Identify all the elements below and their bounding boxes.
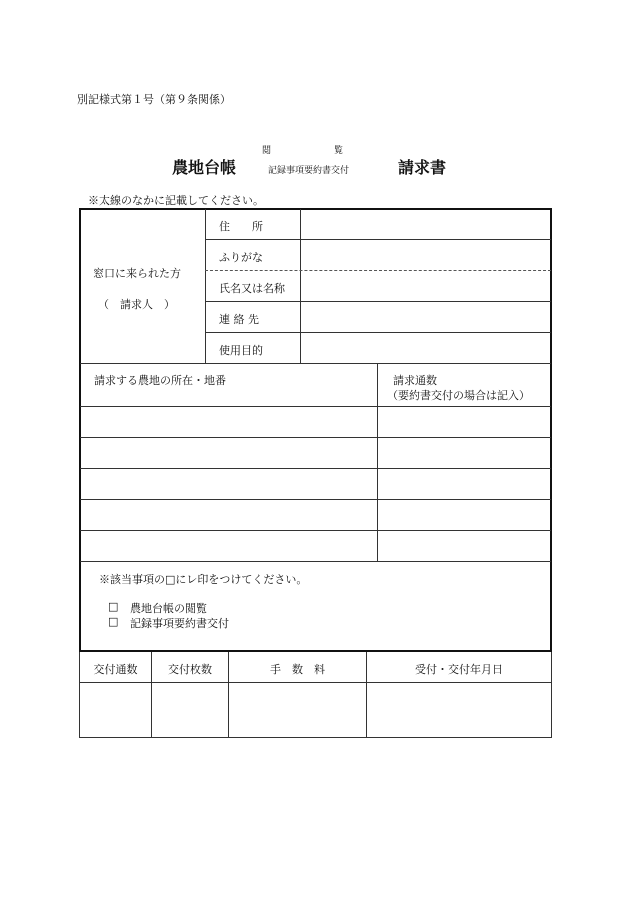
office-copies-issued-input[interactable] — [82, 686, 149, 734]
title-right: 請求書 — [398, 158, 447, 177]
checkbox-browse-label: 農地台帳の閲覧 — [130, 602, 207, 615]
field-label-furigana: ふりがな — [219, 251, 263, 264]
land-table-row-line — [80, 499, 551, 500]
field-label-contact: 連 絡 先 — [219, 313, 259, 326]
title-left: 農地台帳 — [172, 158, 237, 177]
land-location-input[interactable] — [84, 533, 374, 559]
office-date-input[interactable] — [369, 686, 549, 734]
office-header-fee: 手 数 料 — [270, 663, 325, 676]
field-name-input[interactable] — [304, 272, 548, 300]
land-table-bottom-line — [80, 561, 551, 562]
land-copies-input[interactable] — [381, 440, 547, 466]
land-copies-header-note: （要約書交付の場合は記入） — [387, 389, 530, 402]
office-fee-input[interactable] — [231, 686, 364, 734]
office-header-copies-issued: 交付通数 — [93, 663, 138, 676]
applicant-dashed-line — [205, 270, 551, 271]
field-label-name: 氏名又は名称 — [219, 282, 285, 295]
field-label-purpose: 使用目的 — [219, 344, 263, 357]
land-copies-input[interactable] — [381, 502, 547, 528]
land-table-row-line — [80, 437, 551, 438]
applicant-side-label: 窓口に来られた方 — [93, 267, 181, 280]
applicant-divider-2 — [300, 209, 301, 363]
land-location-input[interactable] — [84, 502, 374, 528]
land-table-divider — [377, 364, 378, 561]
land-location-input[interactable] — [84, 409, 374, 435]
land-copies-input[interactable] — [381, 533, 547, 559]
form-reference: 別記様式第１号（第９条関係） — [77, 93, 231, 106]
title-option-summary: 記録事項要約書交付 — [268, 166, 350, 176]
thick-border-bottom — [79, 650, 552, 652]
office-table-border-bottom — [79, 737, 552, 738]
applicant-row-line — [205, 239, 551, 240]
field-label-address: 住 所 — [219, 220, 263, 233]
checkbox-browse[interactable]: □ — [108, 600, 119, 613]
checklist-instruction: ※該当事項の□にレ印をつけてください。 — [99, 573, 308, 586]
land-copies-input[interactable] — [381, 471, 547, 497]
land-table-header-line — [80, 406, 551, 407]
applicant-row-line — [205, 332, 551, 333]
office-header-sheets-issued: 交付枚数 — [168, 663, 212, 676]
checkbox-summary-label: 記録事項要約書交付 — [130, 617, 229, 630]
checkbox-summary[interactable]: □ — [108, 615, 119, 628]
field-purpose-input[interactable] — [304, 334, 548, 362]
land-copies-input[interactable] — [381, 409, 547, 435]
field-address-input[interactable] — [304, 210, 548, 238]
land-location-input[interactable] — [84, 471, 374, 497]
field-furigana-input[interactable] — [304, 241, 548, 269]
land-location-header: 請求する農地の所在・地番 — [94, 374, 226, 387]
thick-border-right — [550, 208, 552, 652]
title-option-browse: 閲 覧 — [262, 146, 344, 156]
applicant-side-label-sub: （ 請求人 ） — [98, 298, 175, 311]
field-contact-input[interactable] — [304, 303, 548, 331]
office-table-header-line — [79, 682, 552, 683]
land-table-row-line — [80, 530, 551, 531]
land-location-input[interactable] — [84, 440, 374, 466]
applicant-divider-1 — [205, 209, 206, 363]
office-sheets-issued-input[interactable] — [154, 686, 226, 734]
applicant-row-line — [205, 301, 551, 302]
section-divider — [80, 363, 551, 364]
land-table-row-line — [80, 468, 551, 469]
office-table-border-right — [551, 652, 552, 737]
land-copies-header: 請求通数 — [393, 374, 437, 387]
instruction-note: ※太線のなかに記載してください。 — [88, 194, 264, 207]
thick-border-left — [79, 208, 81, 652]
office-header-date: 受付・交付年月日 — [415, 663, 503, 676]
